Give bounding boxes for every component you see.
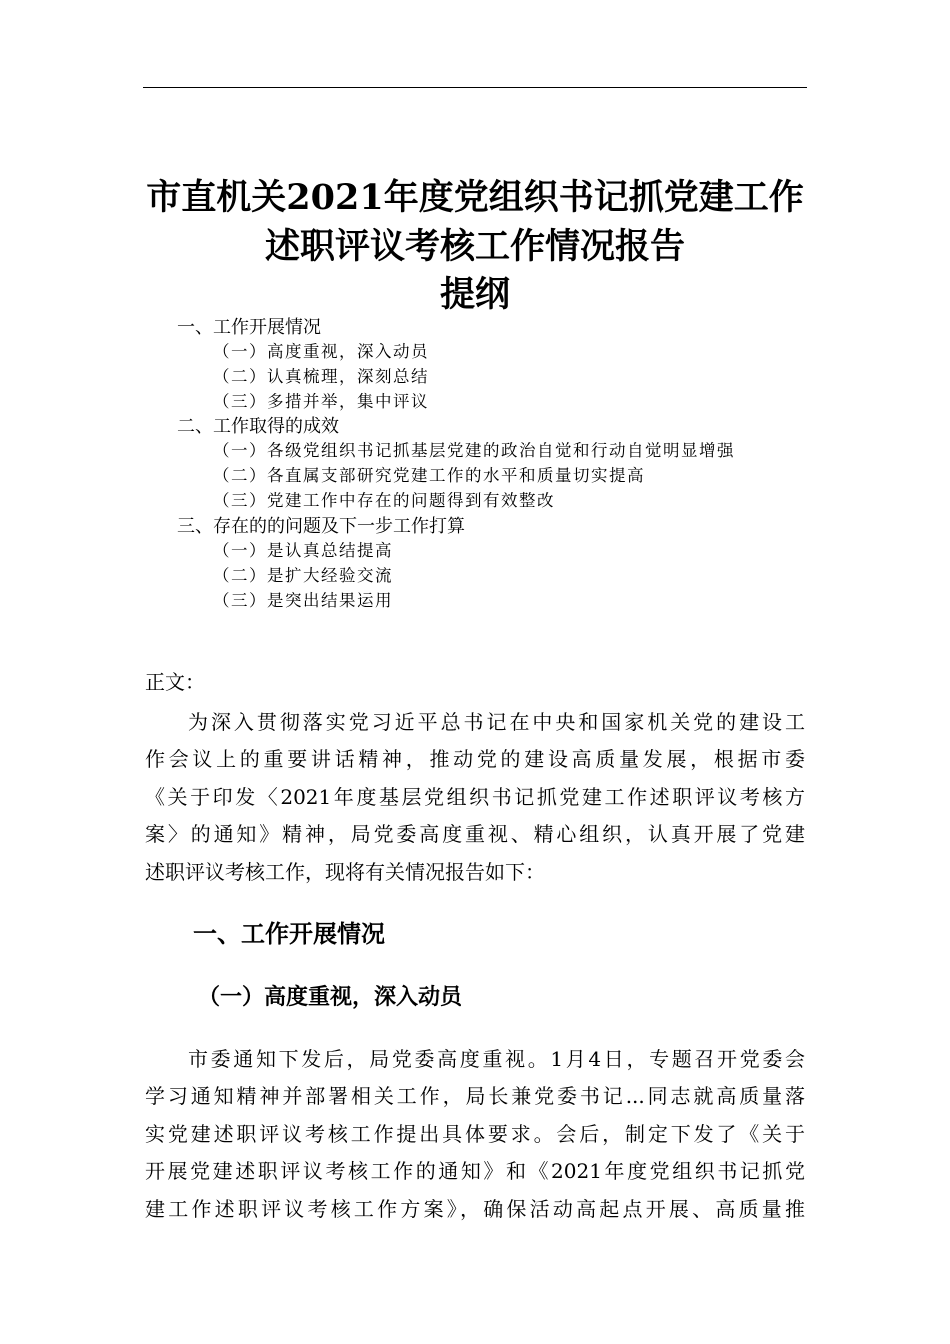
subsection-heading: （一）高度重视，深入动员 [198,984,463,1010]
body-paragraph-line: 述职评议考核工作，现将有关情况报告如下： [145,860,545,884]
outline-item: （二）各直属支部研究党建工作的水平和质量切实提高 [213,466,645,485]
outline-section-1: 一、工作开展情况 [177,317,321,338]
body-paragraph-line: 市委通知下发后，局党委高度重视。1月4日，专题召开党委会 [188,1047,805,1071]
outline-item: （二）认真梳理，深刻总结 [213,367,429,386]
document-title-line-1: 市直机关2021年度党组织书记抓党建工作 [146,177,804,218]
body-paragraph-line: 实党建述职评议考核工作提出具体要求。会后，制定下发了《关于 [145,1122,805,1146]
body-paragraph-line: 开展党建述职评议考核工作的通知》和《2021年度党组织书记抓党 [145,1159,805,1183]
outline-section-2: 二、工作取得的成效 [177,416,339,437]
outline-item: （一）是认真总结提高 [213,541,393,560]
body-paragraph-line: 学习通知精神并部署相关工作，局长兼党委书记...同志就高质量落 [145,1084,805,1108]
outline-item: （一）各级党组织书记抓基层党建的政治自觉和行动自觉明显增强 [213,441,735,460]
outline-item: （二）是扩大经验交流 [213,566,393,585]
outline-item: （一）高度重视，深入动员 [213,342,429,361]
body-intro-label: 正文： [145,670,205,694]
body-paragraph-line: 作会议上的重要讲话精神，推动党的建设高质量发展，根据市委 [145,747,805,771]
section-heading: 一、工作开展情况 [193,920,385,948]
header-rule [143,87,807,88]
body-paragraph-line: 案〉的通知》精神，局党委高度重视、精心组织，认真开展了党建 [145,822,805,846]
outline-item: （三）是突出结果运用 [213,591,393,610]
outline-item: （三）党建工作中存在的问题得到有效整改 [213,491,555,510]
body-paragraph-line: 为深入贯彻落实党习近平总书记在中央和国家机关党的建设工 [188,710,805,734]
outline-section-3: 三、存在的的问题及下一步工作打算 [177,516,465,537]
body-paragraph-line: 建工作述职评议考核工作方案》，确保活动高起点开展、高质量推 [145,1197,805,1221]
body-paragraph-line: 《关于印发〈2021年度基层党组织书记抓党建工作述职评议考核方 [145,785,805,809]
outline-item: （三）多措并举，集中评议 [213,392,429,411]
document-title-line-2: 述职评议考核工作情况报告 [264,226,685,267]
document-subtitle: 提纲 [439,274,510,315]
